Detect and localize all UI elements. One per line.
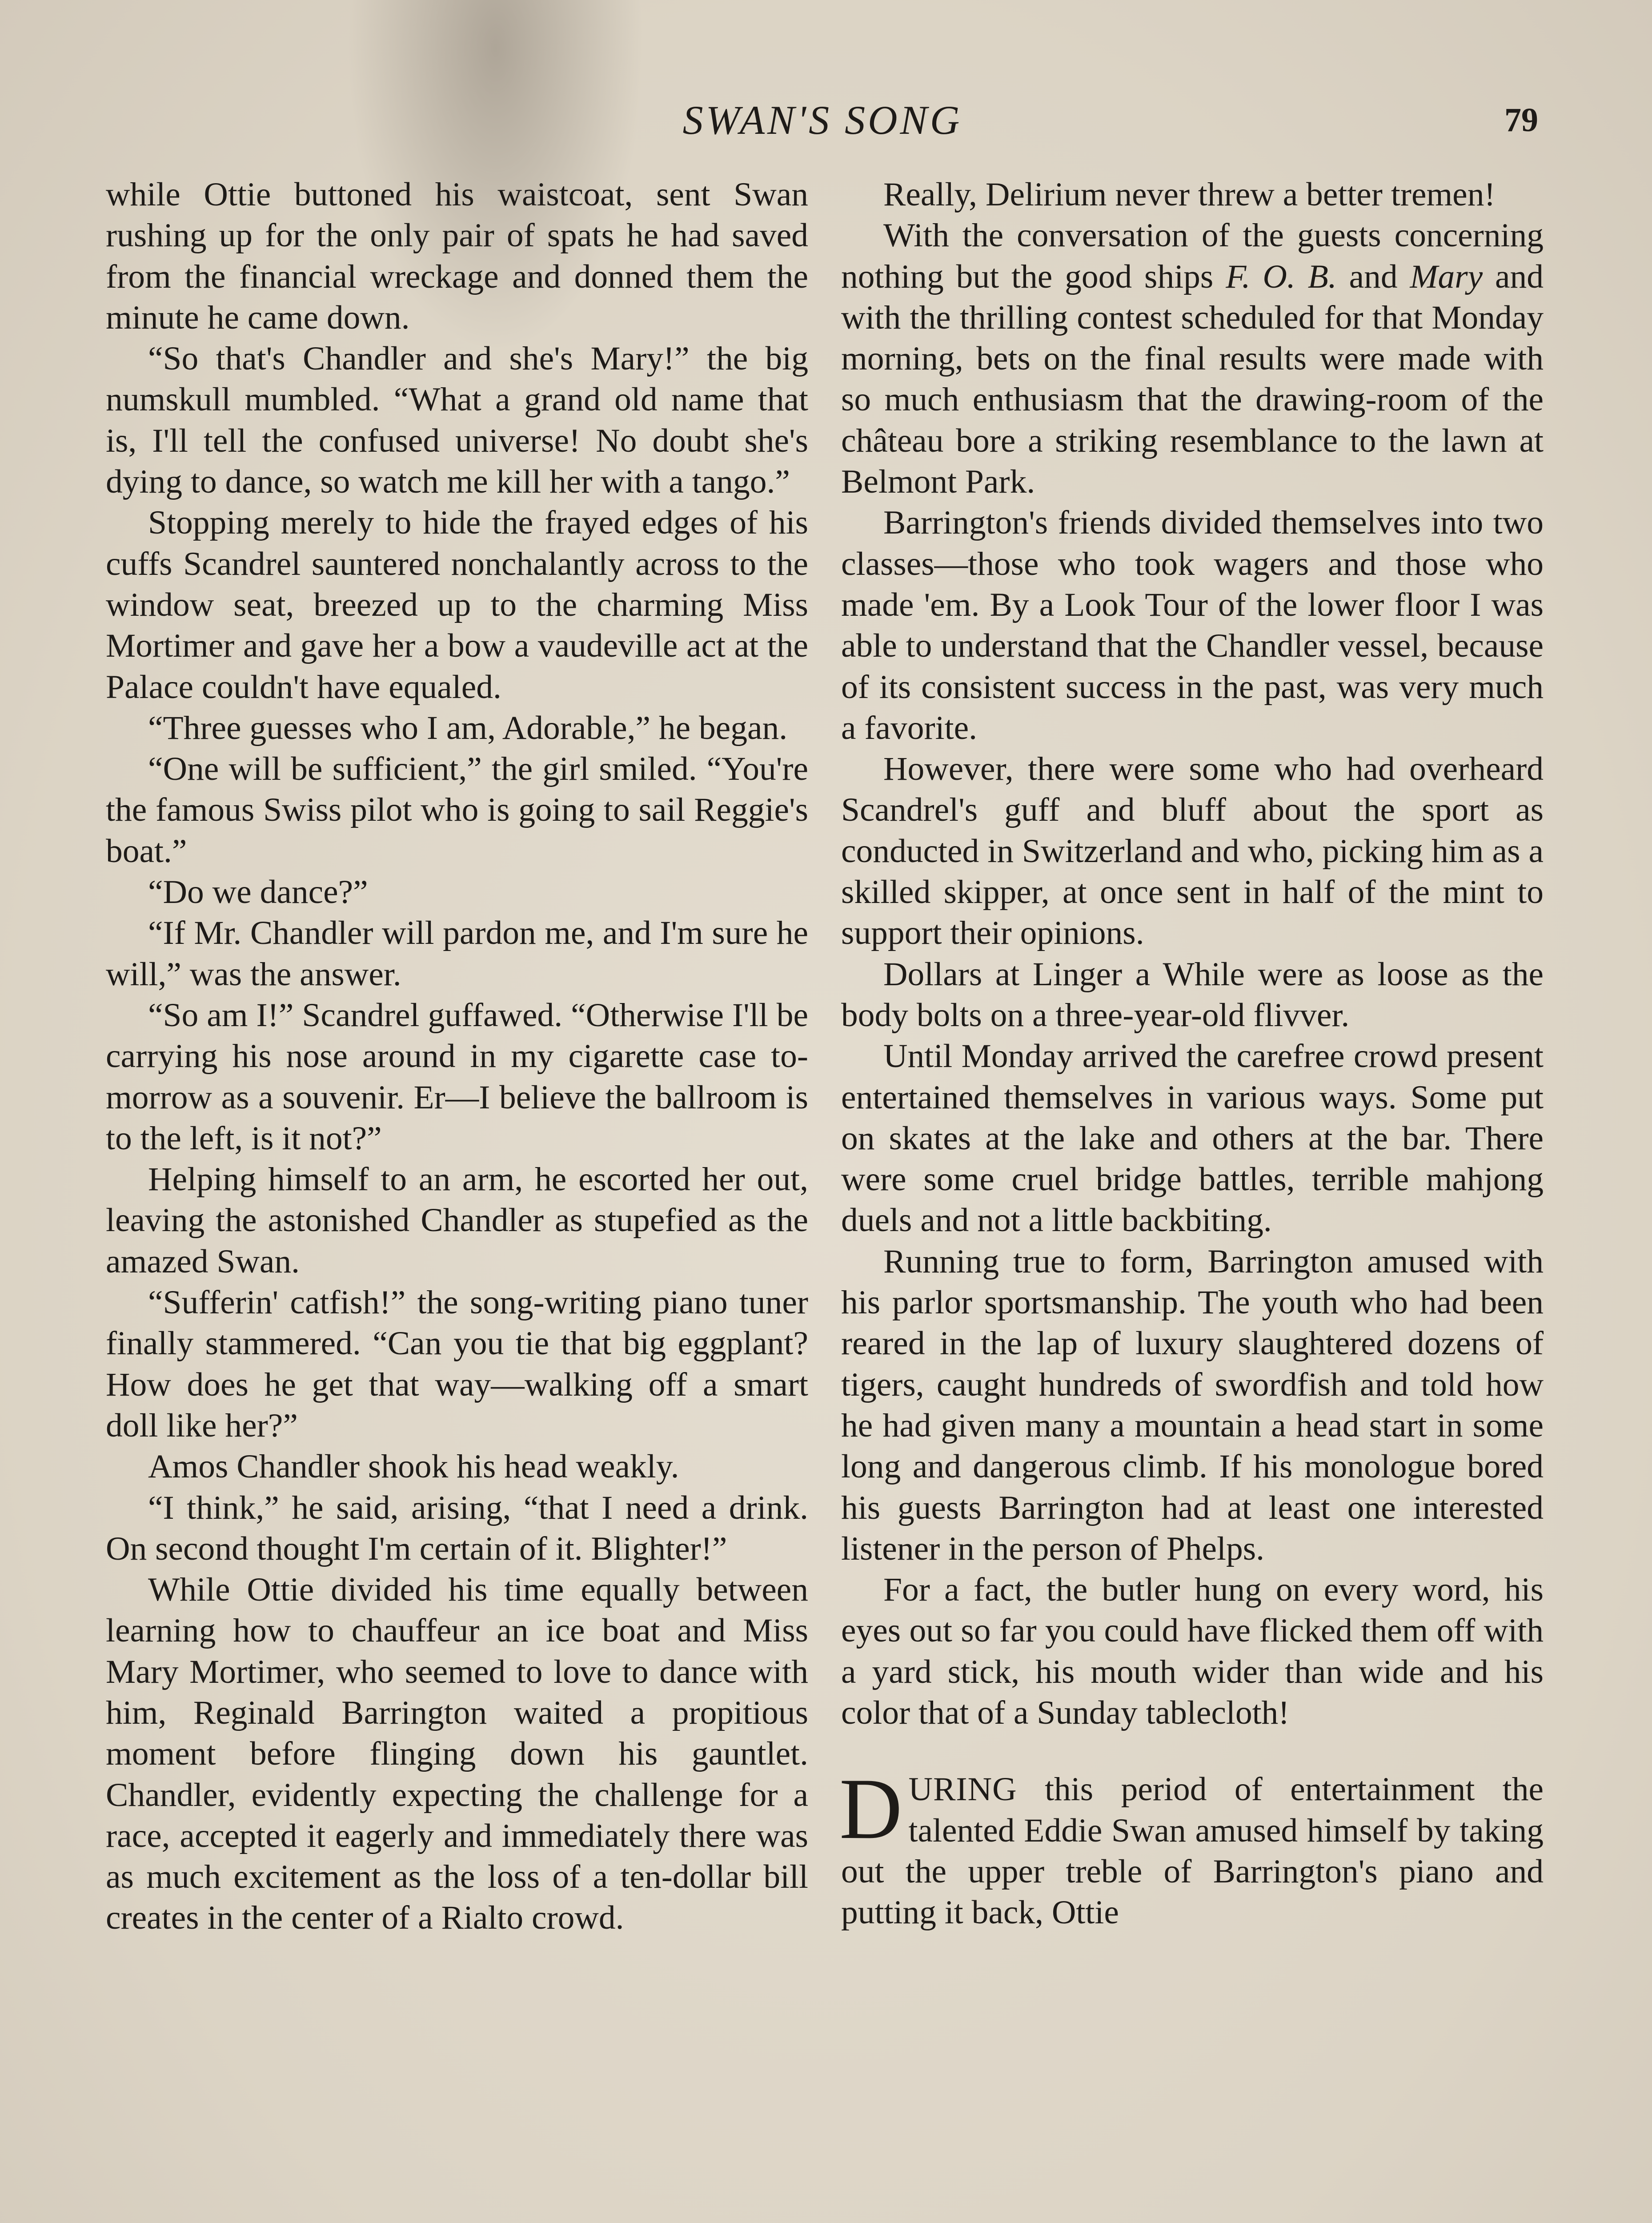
paragraph: “Do we dance?” [148,874,368,911]
text-run: With the conversation of the guests concerning nothing but the good ships [841,217,1544,295]
paragraph: While Ottie divided his time equally between learning how to chauffeur an ice boat and Miss Mary Mortimer, who seemed to love to dance with him, Reginald Barrington waited a propitious moment before flinging down his gauntlet. Chandler, evidently expecting the challenge for a race, accepted it eagerly and immediately there was as much excitement as the loss of a ten-dollar bill creates in the center of a Rialto crowd. [106,1571,808,1937]
paragraph: “So that's Chandler and she's Mary!” the big numskull mumbled. “What a grand old name that is, I'll tell the confused universe! No doubt she's dying to dance, so watch me kill her with a tango.” [106,340,808,501]
page-header [0,96,1652,144]
paragraph [841,215,1544,502]
paragraph: However, there were some who had overheard Scandrel's guff and bluff about the sport as conducted in Switzerland and who, picking him as a skilled skipper, at once sent in half of the mint to support their opinions. [841,750,1544,952]
running-title: SWAN'S SONG [682,97,962,143]
ship-name: Mary [1410,258,1483,295]
paragraph: “If Mr. Chandler will pardon me, and I'm sure he will,” was the answer. [106,915,808,993]
section-opening-paragraph [839,1761,1544,1933]
ship-name: F. O. B. [1226,258,1337,295]
text-run: this period of entertainment the talented Eddie Swan amused himself by taking out the upper treble of Barrington's piano and putting it back, Ottie [841,1771,1544,1931]
paragraph: Really, Delirium never threw a better tremen! [883,176,1496,213]
text-run: and with the thrilling contest scheduled for that Monday morning, bets on the final results were made with so much enthusiasm that the drawing-room of the château bore a striking resemblance to the lawn at Belmont Park. [841,258,1544,501]
paragraph: Stopping merely to hide the frayed edges of his cuffs Scandrel sauntered nonchalantly across to the window seat, breezed up to the charming Miss Mortimer and gave her a bow a vaudeville act at the Palace couldn't have equaled. [106,504,808,706]
left-column [106,174,808,1939]
paragraph: Until Monday arrived the carefree crowd present entertained themselves in various ways. Some put on skates at the lake and others at the bar. There were some cruel bridge battles, terrible mahjong duels and not a little backbiting. [841,1038,1544,1239]
paragraph: “Sufferin' catfish!” the song-writing piano tuner finally stammered. “Can you tie that big eggplant? How does he get that way—walking off a smart doll like her?” [106,1284,808,1444]
small-caps-text: URING [908,1771,1017,1808]
paragraph: “I think,” he said, arising, “that I need a drink. On second thought I'm certain of it. Blighter!” [106,1489,808,1567]
paragraph: while Ottie buttoned his waistcoat, sent Swan rushing up for the only pair of spats he had saved from the financial wreckage and donned them the minute he came down. [106,176,808,336]
paragraph: Running true to form, Barrington amused with his parlor sportsmanship. The youth who had been reared in the lap of luxury slaughtered dozens of tigers, caught hundreds of swordfish and told how he had given many a mountain a head start in some long and dangerous climb. If his monologue bored his guests Barrington had at least one interested listener in the person of Phelps. [841,1243,1544,1567]
paragraph: For a fact, the butler hung on every word, his eyes out so far you could have flicked them off with a yard stick, his mouth wider than wide and his color that of a Sunday tablecloth! [841,1571,1544,1731]
paragraph: “One will be sufficient,” the girl smiled. “You're the famous Swiss pilot who is going to sail Reggie's boat.” [106,750,808,870]
paragraph: “Three guesses who I am, Adorable,” he began. [148,709,788,746]
paragraph: Amos Chandler shook his head weakly. [148,1448,679,1485]
paragraph: Dollars at Linger a While were as loose as the body bolts on a three-year-old flivver. [841,955,1544,1034]
text-run: and [1336,258,1410,295]
page-number: 79 [1504,101,1538,139]
drop-cap: D [839,1761,902,1858]
paragraph: Barrington's friends divided themselves into two classes—those who took wagers and those who made 'em. By a Look Tour of the lower floor I was able to understand that the Chandler vessel, because of its consistent success in the past, was very much a favorite. [841,504,1544,746]
paragraph: “So am I!” Scandrel guffawed. “Otherwise I'll be carrying his nose around in my cigarette case to-morrow as a souvenir. Er—I believe the ballroom is to the left, is it not?” [106,996,808,1157]
right-column [841,174,1544,1933]
paragraph: Helping himself to an arm, he escorted her out, leaving the astonished Chandler as stupefied as the amazed Swan. [106,1161,808,1280]
